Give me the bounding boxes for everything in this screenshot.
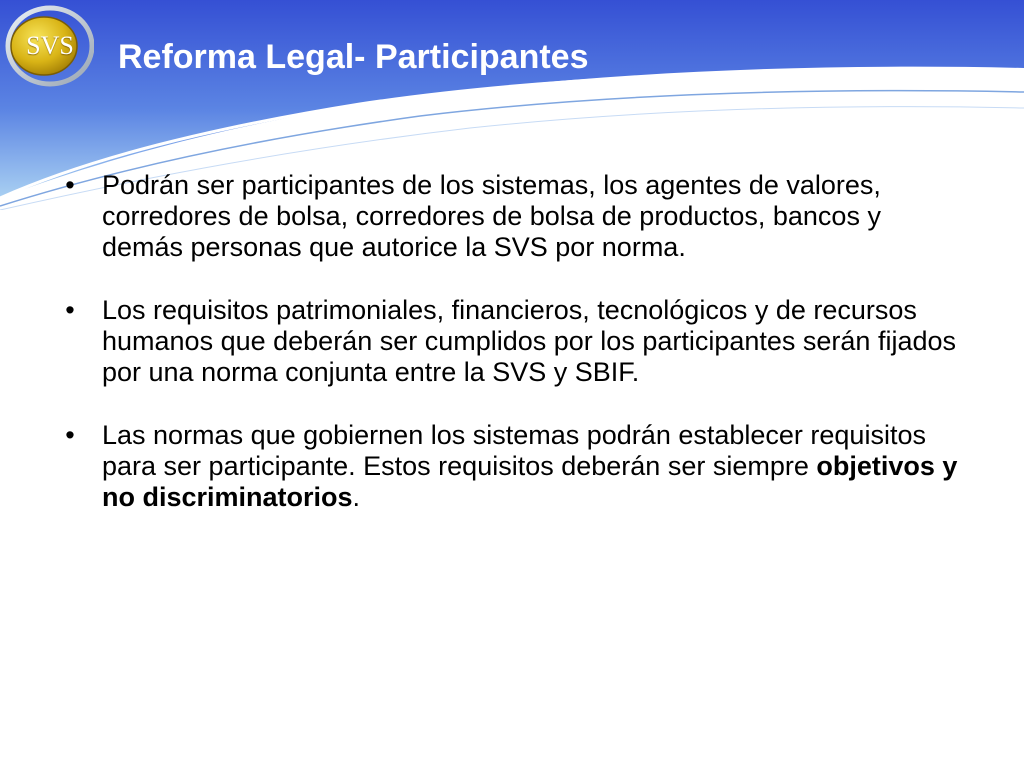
- bullet-text: [102, 420, 957, 512]
- bullet-marker: •: [65, 295, 75, 325]
- bullet-marker: •: [65, 170, 75, 200]
- bullet-text-after: .: [352, 482, 361, 512]
- bullet-text-before: Las normas que gobiernen los sistemas podrán establecer requisitos para ser participante. Estos requisitos deberán ser siempre: [102, 420, 926, 481]
- bullet-text: Podrán ser participantes de los sistemas, los agentes de valores, corredores de bolsa, corredores de bolsa de productos, bancos y demás personas que autorice la SVS por norma.: [102, 170, 881, 262]
- slide-title: Reforma Legal- Participantes: [118, 38, 589, 76]
- bullet-marker: •: [65, 420, 75, 450]
- bullet-item: [60, 420, 960, 513]
- bullet-list: [60, 170, 960, 545]
- bullet-text-bold: objetivos y no discriminatorios: [102, 451, 958, 512]
- bullet-text: Los requisitos patrimoniales, financieros, tecnológicos y de recursos humanos que deberán ser cumplidos por los participantes serán fijados por una norma conjunta entre la SVS y SBIF.: [102, 295, 956, 387]
- bullet-item: [60, 170, 960, 263]
- bullet-item: [60, 295, 960, 388]
- logo-text: SVS: [26, 31, 74, 60]
